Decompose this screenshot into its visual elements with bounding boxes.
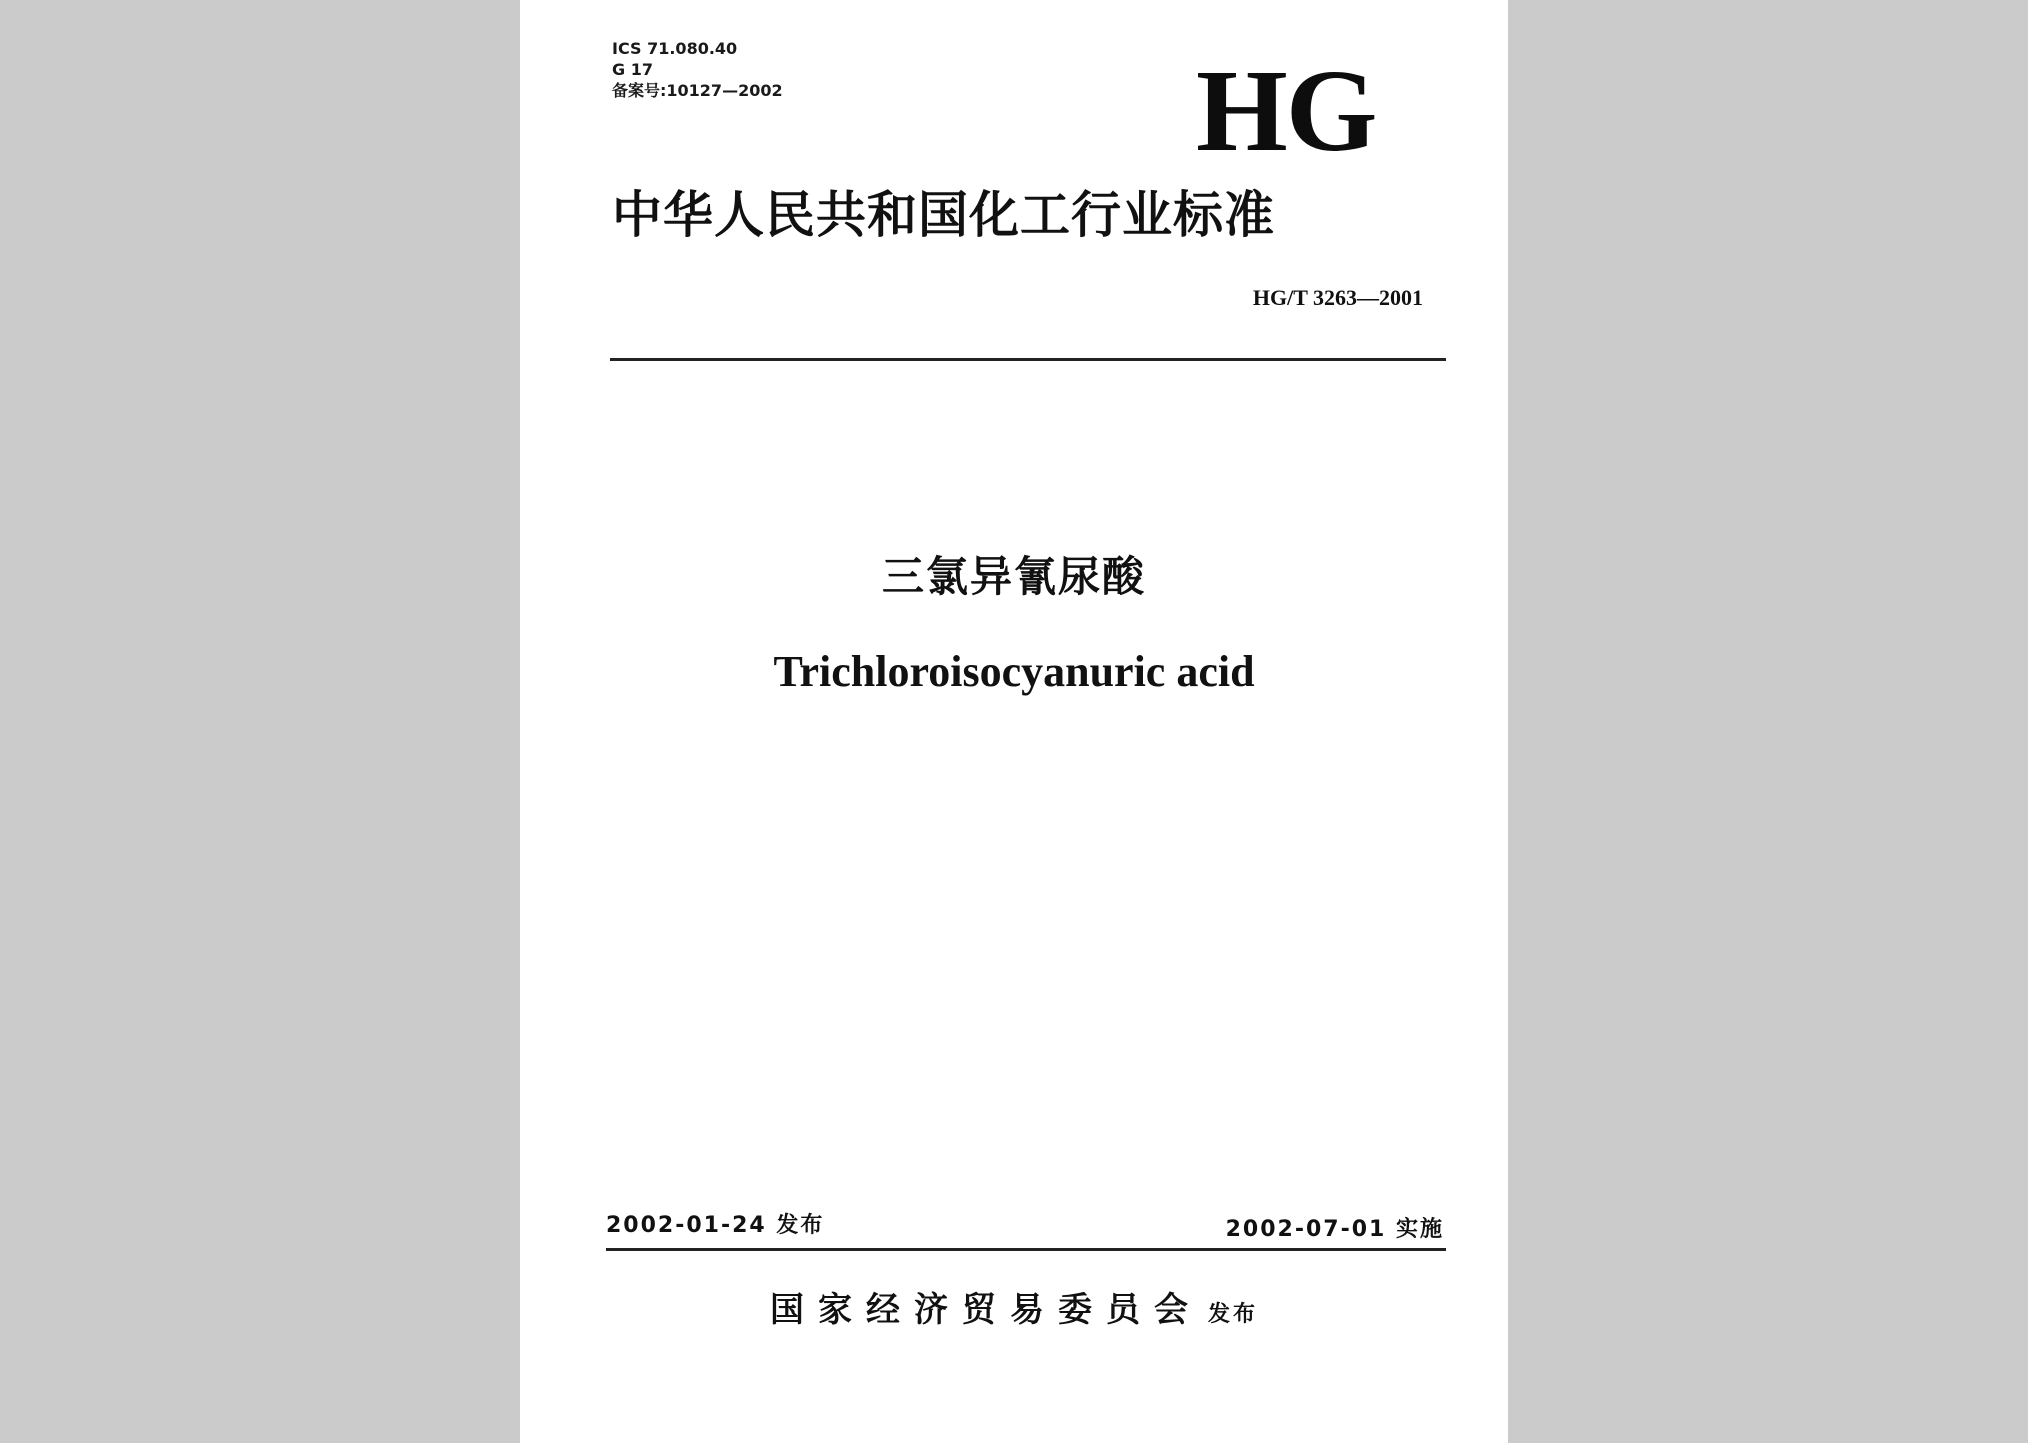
bottom-divider <box>606 1248 1446 1251</box>
ccs-code: G 17 <box>612 60 653 79</box>
issuer-name: 国家经济贸易委员会 <box>769 1290 1202 1330</box>
standard-title: 中华人民共和国化工行业标准 <box>612 185 1275 244</box>
document-title-chinese: 三氯异氰尿酸 <box>881 552 1146 601</box>
ics-code: ICS 71.080.40 <box>612 39 738 58</box>
issuer-suffix: 发布 <box>1207 1302 1258 1327</box>
classification-block <box>612 38 783 101</box>
document-page <box>520 0 1508 1443</box>
hg-logo: HG <box>1196 45 1376 176</box>
filing-number: 备案号:10127—2002 <box>612 81 783 100</box>
publish-date: 2002-01-24 发布 <box>606 1213 825 1238</box>
standard-code: HG/T 3263—2001 <box>1252 285 1423 310</box>
top-divider <box>610 358 1446 361</box>
issuer-line <box>520 1288 1508 1337</box>
document-title-english: Trichloroisocyanuric acid <box>773 647 1255 696</box>
effective-date: 2002-07-01 实施 <box>1225 1217 1444 1242</box>
